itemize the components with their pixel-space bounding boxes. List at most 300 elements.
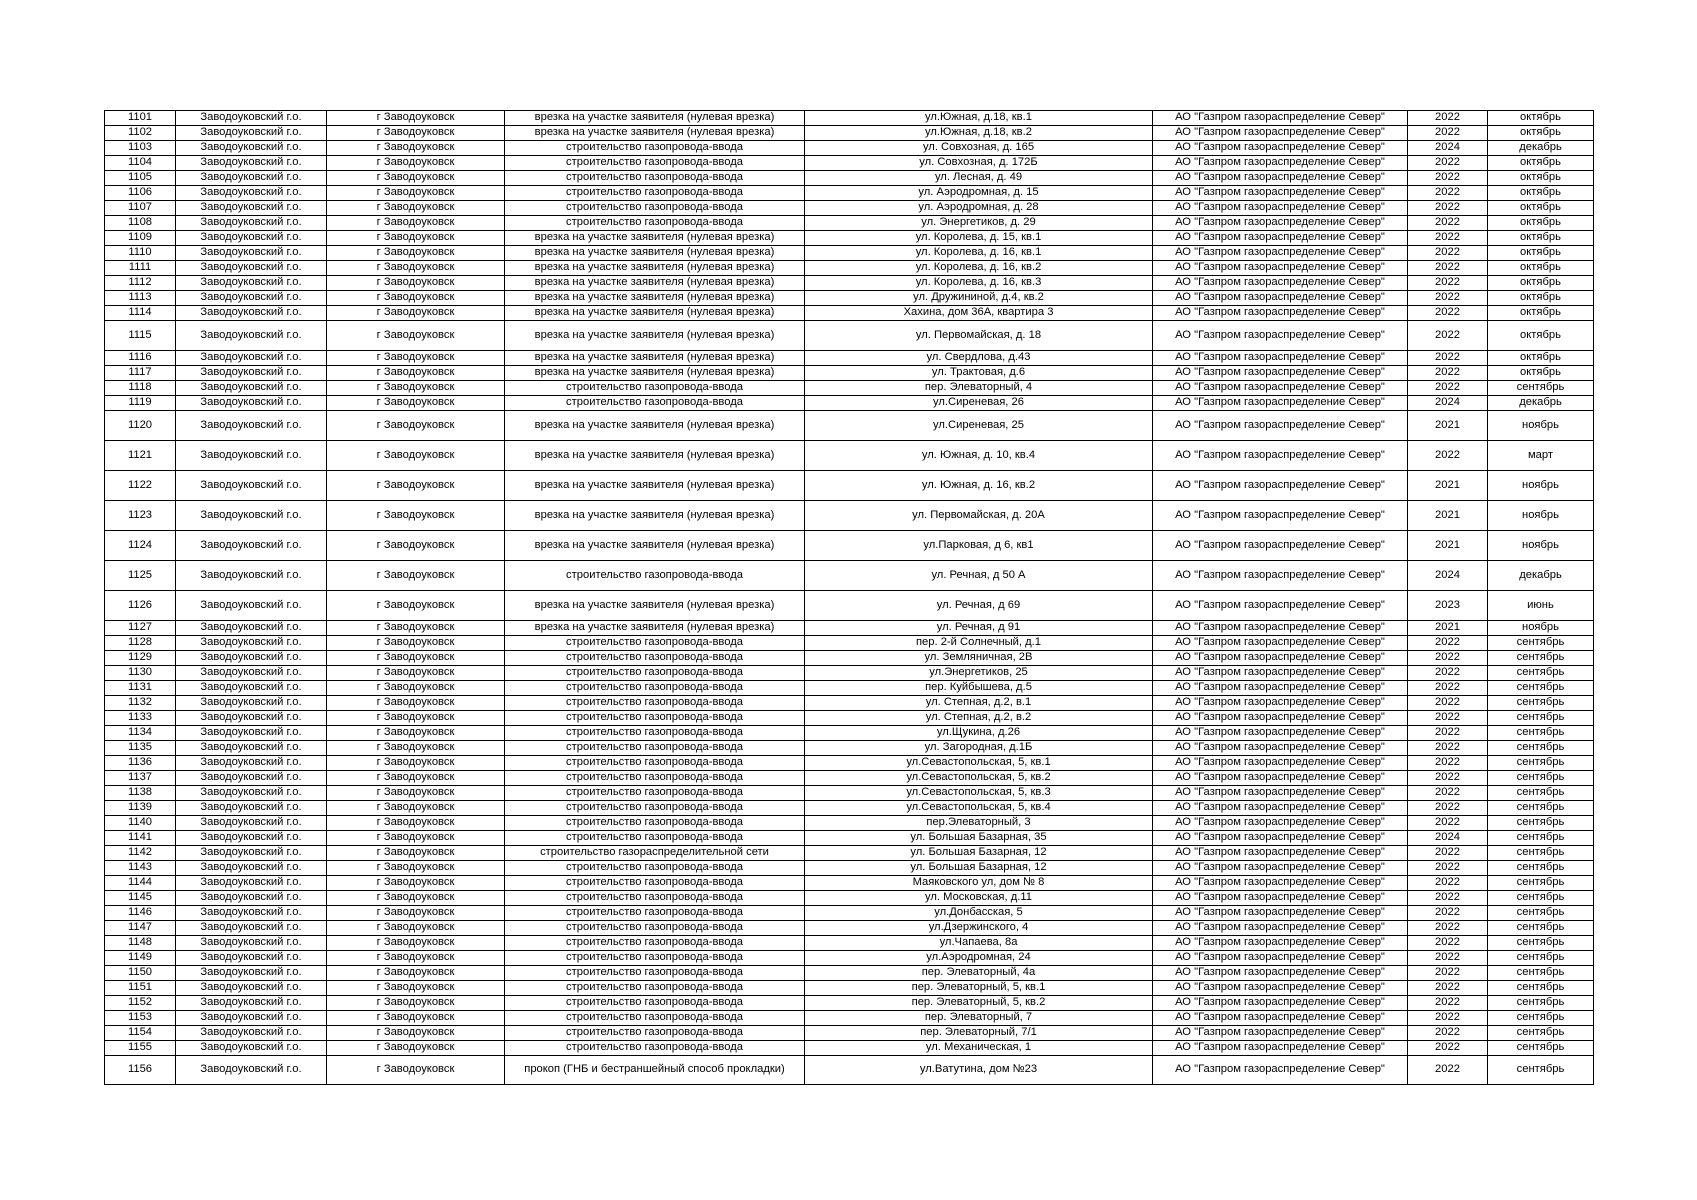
table-row <box>105 156 1594 171</box>
cell-row-number: 1148 <box>105 936 176 951</box>
cell-address: ул. Степная, д.2, в.2 <box>805 711 1153 726</box>
cell-year: 2022 <box>1408 171 1488 186</box>
cell-organization: АО "Газпром газораспределение Север" <box>1153 891 1408 906</box>
cell-work-type: строительство газопровода-ввода <box>505 771 805 786</box>
cell-settlement: г Заводоуковск <box>327 126 505 141</box>
cell-settlement: г Заводоуковск <box>327 396 505 411</box>
cell-settlement: г Заводоуковск <box>327 366 505 381</box>
cell-year: 2022 <box>1408 261 1488 276</box>
cell-municipality: Заводоуковский г.о. <box>176 951 327 966</box>
cell-work-type: строительство газопровода-ввода <box>505 681 805 696</box>
cell-settlement: г Заводоуковск <box>327 936 505 951</box>
cell-municipality: Заводоуковский г.о. <box>176 561 327 591</box>
cell-municipality: Заводоуковский г.о. <box>176 666 327 681</box>
cell-row-number: 1125 <box>105 561 176 591</box>
cell-settlement: г Заводоуковск <box>327 351 505 366</box>
cell-settlement: г Заводоуковск <box>327 441 505 471</box>
cell-organization: АО "Газпром газораспределение Север" <box>1153 801 1408 816</box>
cell-organization: АО "Газпром газораспределение Север" <box>1153 786 1408 801</box>
cell-municipality: Заводоуковский г.о. <box>176 396 327 411</box>
cell-year: 2022 <box>1408 276 1488 291</box>
cell-work-type: строительство газопровода-ввода <box>505 186 805 201</box>
cell-month: октябрь <box>1488 306 1594 321</box>
cell-address: ул.Парковая, д 6, кв1 <box>805 531 1153 561</box>
cell-organization: АО "Газпром газораспределение Север" <box>1153 126 1408 141</box>
cell-work-type: строительство газопровода-ввода <box>505 741 805 756</box>
cell-municipality: Заводоуковский г.о. <box>176 291 327 306</box>
cell-work-type: строительство газопровода-ввода <box>505 216 805 231</box>
cell-row-number: 1154 <box>105 1026 176 1041</box>
cell-row-number: 1127 <box>105 621 176 636</box>
cell-settlement: г Заводоуковск <box>327 1041 505 1056</box>
cell-municipality: Заводоуковский г.о. <box>176 351 327 366</box>
cell-address: ул.Севастопольская, 5, кв.3 <box>805 786 1153 801</box>
cell-row-number: 1121 <box>105 441 176 471</box>
cell-month: декабрь <box>1488 561 1594 591</box>
cell-month: сентябрь <box>1488 996 1594 1011</box>
table-row <box>105 801 1594 816</box>
cell-year: 2022 <box>1408 726 1488 741</box>
cell-address: ул.Щукина, д.26 <box>805 726 1153 741</box>
cell-row-number: 1123 <box>105 501 176 531</box>
cell-year: 2022 <box>1408 1056 1488 1085</box>
cell-organization: АО "Газпром газораспределение Север" <box>1153 156 1408 171</box>
cell-address: ул. Речная, д 69 <box>805 591 1153 621</box>
cell-address: ул.Южная, д.18, кв.1 <box>805 111 1153 126</box>
cell-row-number: 1106 <box>105 186 176 201</box>
cell-year: 2022 <box>1408 846 1488 861</box>
table-row <box>105 681 1594 696</box>
cell-address: ул. Трактовая, д.6 <box>805 366 1153 381</box>
cell-row-number: 1105 <box>105 171 176 186</box>
table-row <box>105 396 1594 411</box>
cell-work-type: строительство газопровода-ввода <box>505 861 805 876</box>
gasification-table <box>104 110 1594 1085</box>
cell-row-number: 1108 <box>105 216 176 231</box>
cell-organization: АО "Газпром газораспределение Север" <box>1153 921 1408 936</box>
cell-month: сентябрь <box>1488 786 1594 801</box>
cell-year: 2023 <box>1408 591 1488 621</box>
cell-settlement: г Заводоуковск <box>327 921 505 936</box>
cell-municipality: Заводоуковский г.о. <box>176 756 327 771</box>
cell-work-type: врезка на участке заявителя (нулевая врезка) <box>505 591 805 621</box>
cell-settlement: г Заводоуковск <box>327 261 505 276</box>
cell-work-type: строительство газопровода-ввода <box>505 156 805 171</box>
cell-row-number: 1132 <box>105 696 176 711</box>
cell-year: 2022 <box>1408 201 1488 216</box>
cell-row-number: 1124 <box>105 531 176 561</box>
table-row <box>105 321 1594 351</box>
cell-row-number: 1110 <box>105 246 176 261</box>
cell-settlement: г Заводоуковск <box>327 996 505 1011</box>
cell-municipality: Заводоуковский г.о. <box>176 846 327 861</box>
cell-month: сентябрь <box>1488 906 1594 921</box>
cell-work-type: врезка на участке заявителя (нулевая врезка) <box>505 501 805 531</box>
cell-month: сентябрь <box>1488 711 1594 726</box>
cell-year: 2022 <box>1408 666 1488 681</box>
cell-year: 2022 <box>1408 651 1488 666</box>
cell-year: 2022 <box>1408 756 1488 771</box>
cell-year: 2021 <box>1408 501 1488 531</box>
cell-settlement: г Заводоуковск <box>327 726 505 741</box>
cell-organization: АО "Газпром газораспределение Север" <box>1153 231 1408 246</box>
table-row <box>105 831 1594 846</box>
cell-municipality: Заводоуковский г.о. <box>176 501 327 531</box>
cell-work-type: строительство газопровода-ввода <box>505 171 805 186</box>
cell-settlement: г Заводоуковск <box>327 636 505 651</box>
cell-year: 2021 <box>1408 411 1488 441</box>
cell-settlement: г Заводоуковск <box>327 216 505 231</box>
cell-address: ул. Большая Базарная, 12 <box>805 861 1153 876</box>
cell-work-type: строительство газопровода-ввода <box>505 201 805 216</box>
cell-settlement: г Заводоуковск <box>327 666 505 681</box>
cell-settlement: г Заводоуковск <box>327 891 505 906</box>
cell-organization: АО "Газпром газораспределение Север" <box>1153 261 1408 276</box>
table-row <box>105 876 1594 891</box>
cell-year: 2024 <box>1408 141 1488 156</box>
cell-address: ул.Дзержинского, 4 <box>805 921 1153 936</box>
cell-municipality: Заводоуковский г.о. <box>176 921 327 936</box>
cell-address: ул. Дружининой, д.4, кв.2 <box>805 291 1153 306</box>
cell-address: ул. Московская, д.11 <box>805 891 1153 906</box>
cell-month: октябрь <box>1488 261 1594 276</box>
cell-settlement: г Заводоуковск <box>327 966 505 981</box>
cell-month: сентябрь <box>1488 381 1594 396</box>
cell-organization: АО "Газпром газораспределение Север" <box>1153 651 1408 666</box>
cell-row-number: 1156 <box>105 1056 176 1085</box>
cell-work-type: строительство газопровода-ввода <box>505 1041 805 1056</box>
cell-municipality: Заводоуковский г.о. <box>176 1011 327 1026</box>
cell-municipality: Заводоуковский г.о. <box>176 321 327 351</box>
cell-year: 2022 <box>1408 381 1488 396</box>
cell-month: сентябрь <box>1488 801 1594 816</box>
cell-row-number: 1143 <box>105 861 176 876</box>
cell-municipality: Заводоуковский г.о. <box>176 381 327 396</box>
cell-year: 2022 <box>1408 876 1488 891</box>
cell-month: октябрь <box>1488 171 1594 186</box>
cell-municipality: Заводоуковский г.о. <box>176 621 327 636</box>
cell-address: ул. Первомайская, д. 18 <box>805 321 1153 351</box>
cell-address: пер. Элеваторный, 4 <box>805 381 1153 396</box>
table-row <box>105 231 1594 246</box>
cell-municipality: Заводоуковский г.о. <box>176 966 327 981</box>
cell-settlement: г Заводоуковск <box>327 231 505 246</box>
cell-row-number: 1112 <box>105 276 176 291</box>
cell-address: ул. Земляничная, 2В <box>805 651 1153 666</box>
cell-organization: АО "Газпром газораспределение Север" <box>1153 996 1408 1011</box>
table-row <box>105 816 1594 831</box>
cell-month: сентябрь <box>1488 666 1594 681</box>
cell-year: 2022 <box>1408 156 1488 171</box>
cell-organization: АО "Газпром газораспределение Север" <box>1153 771 1408 786</box>
cell-address: ул.Сиреневая, 25 <box>805 411 1153 441</box>
table-row <box>105 981 1594 996</box>
cell-work-type: врезка на участке заявителя (нулевая врезка) <box>505 246 805 261</box>
cell-month: октябрь <box>1488 291 1594 306</box>
cell-organization: АО "Газпром газораспределение Север" <box>1153 216 1408 231</box>
cell-municipality: Заводоуковский г.о. <box>176 636 327 651</box>
table-row <box>105 216 1594 231</box>
cell-row-number: 1155 <box>105 1041 176 1056</box>
cell-row-number: 1151 <box>105 981 176 996</box>
cell-row-number: 1130 <box>105 666 176 681</box>
cell-organization: АО "Газпром газораспределение Север" <box>1153 696 1408 711</box>
cell-organization: АО "Газпром газораспределение Север" <box>1153 396 1408 411</box>
cell-month: сентябрь <box>1488 981 1594 996</box>
cell-settlement: г Заводоуковск <box>327 306 505 321</box>
cell-municipality: Заводоуковский г.о. <box>176 246 327 261</box>
table-row <box>105 951 1594 966</box>
cell-work-type: строительство газопровода-ввода <box>505 726 805 741</box>
table-row <box>105 921 1594 936</box>
cell-settlement: г Заводоуковск <box>327 531 505 561</box>
cell-year: 2024 <box>1408 831 1488 846</box>
cell-month: сентябрь <box>1488 1011 1594 1026</box>
cell-work-type: строительство газопровода-ввода <box>505 711 805 726</box>
cell-month: октябрь <box>1488 246 1594 261</box>
cell-municipality: Заводоуковский г.о. <box>176 681 327 696</box>
cell-year: 2022 <box>1408 966 1488 981</box>
cell-address: ул.Севастопольская, 5, кв.1 <box>805 756 1153 771</box>
table-row <box>105 441 1594 471</box>
cell-municipality: Заводоуковский г.о. <box>176 126 327 141</box>
cell-organization: АО "Газпром газораспределение Север" <box>1153 471 1408 501</box>
cell-organization: АО "Газпром газораспределение Север" <box>1153 966 1408 981</box>
cell-month: октябрь <box>1488 351 1594 366</box>
table-row <box>105 786 1594 801</box>
cell-settlement: г Заводоуковск <box>327 681 505 696</box>
cell-address: ул. Южная, д. 16, кв.2 <box>805 471 1153 501</box>
cell-organization: АО "Газпром газораспределение Север" <box>1153 1041 1408 1056</box>
cell-work-type: врезка на участке заявителя (нулевая врезка) <box>505 306 805 321</box>
cell-month: сентябрь <box>1488 936 1594 951</box>
cell-municipality: Заводоуковский г.о. <box>176 141 327 156</box>
cell-address: ул. Королева, д. 16, кв.1 <box>805 246 1153 261</box>
cell-settlement: г Заводоуковск <box>327 741 505 756</box>
cell-month: октябрь <box>1488 276 1594 291</box>
cell-work-type: врезка на участке заявителя (нулевая врезка) <box>505 621 805 636</box>
cell-organization: АО "Газпром газораспределение Север" <box>1153 681 1408 696</box>
cell-address: ул.Аэродромная, 24 <box>805 951 1153 966</box>
cell-month: октябрь <box>1488 156 1594 171</box>
cell-month: сентябрь <box>1488 756 1594 771</box>
cell-organization: АО "Газпром газораспределение Север" <box>1153 741 1408 756</box>
table-row <box>105 966 1594 981</box>
cell-year: 2022 <box>1408 126 1488 141</box>
cell-address: пер. Куйбышева, д.5 <box>805 681 1153 696</box>
cell-work-type: строительство газопровода-ввода <box>505 906 805 921</box>
cell-month: сентябрь <box>1488 1056 1594 1085</box>
table-row <box>105 936 1594 951</box>
table-row <box>105 381 1594 396</box>
cell-municipality: Заводоуковский г.о. <box>176 651 327 666</box>
cell-work-type: строительство газопровода-ввода <box>505 921 805 936</box>
table-row <box>105 141 1594 156</box>
cell-work-type: строительство газопровода-ввода <box>505 996 805 1011</box>
cell-work-type: врезка на участке заявителя (нулевая врезка) <box>505 261 805 276</box>
cell-work-type: строительство газопровода-ввода <box>505 651 805 666</box>
cell-year: 2022 <box>1408 921 1488 936</box>
table-row <box>105 666 1594 681</box>
cell-organization: АО "Газпром газораспределение Север" <box>1153 756 1408 771</box>
cell-municipality: Заводоуковский г.о. <box>176 276 327 291</box>
cell-settlement: г Заводоуковск <box>327 876 505 891</box>
cell-address: пер.Элеваторный, 3 <box>805 816 1153 831</box>
cell-row-number: 1153 <box>105 1011 176 1026</box>
cell-organization: АО "Газпром газораспределение Север" <box>1153 861 1408 876</box>
cell-work-type: строительство газопровода-ввода <box>505 981 805 996</box>
cell-row-number: 1146 <box>105 906 176 921</box>
cell-settlement: г Заводоуковск <box>327 411 505 441</box>
cell-municipality: Заводоуковский г.о. <box>176 531 327 561</box>
cell-address: ул.Чапаева, 8а <box>805 936 1153 951</box>
cell-month: сентябрь <box>1488 831 1594 846</box>
cell-address: пер. Элеваторный, 7 <box>805 1011 1153 1026</box>
cell-municipality: Заводоуковский г.о. <box>176 906 327 921</box>
table-row <box>105 636 1594 651</box>
cell-year: 2022 <box>1408 111 1488 126</box>
cell-organization: АО "Газпром газораспределение Север" <box>1153 306 1408 321</box>
cell-municipality: Заводоуковский г.о. <box>176 801 327 816</box>
cell-work-type: врезка на участке заявителя (нулевая врезка) <box>505 231 805 246</box>
cell-work-type: врезка на участке заявителя (нулевая врезка) <box>505 291 805 306</box>
cell-municipality: Заводоуковский г.о. <box>176 471 327 501</box>
cell-address: ул.Ватутина, дом №23 <box>805 1056 1153 1085</box>
cell-year: 2022 <box>1408 936 1488 951</box>
cell-address: ул. Аэродромная, д. 28 <box>805 201 1153 216</box>
table-row <box>105 276 1594 291</box>
cell-settlement: г Заводоуковск <box>327 186 505 201</box>
table-row <box>105 126 1594 141</box>
cell-settlement: г Заводоуковск <box>327 591 505 621</box>
table-row <box>105 621 1594 636</box>
cell-address: ул. Загородная, д.1Б <box>805 741 1153 756</box>
cell-address: пер. Элеваторный, 5, кв.1 <box>805 981 1153 996</box>
cell-municipality: Заводоуковский г.о. <box>176 936 327 951</box>
cell-municipality: Заводоуковский г.о. <box>176 171 327 186</box>
cell-row-number: 1103 <box>105 141 176 156</box>
cell-month: март <box>1488 441 1594 471</box>
cell-settlement: г Заводоуковск <box>327 651 505 666</box>
cell-row-number: 1142 <box>105 846 176 861</box>
cell-row-number: 1118 <box>105 381 176 396</box>
cell-work-type: прокоп (ГНБ и бестраншейный способ прокладки) <box>505 1056 805 1085</box>
cell-row-number: 1115 <box>105 321 176 351</box>
cell-year: 2022 <box>1408 906 1488 921</box>
cell-year: 2024 <box>1408 396 1488 411</box>
cell-work-type: врезка на участке заявителя (нулевая врезка) <box>505 351 805 366</box>
cell-work-type: строительство газопровода-ввода <box>505 636 805 651</box>
cell-work-type: строительство газопровода-ввода <box>505 951 805 966</box>
cell-organization: АО "Газпром газораспределение Север" <box>1153 186 1408 201</box>
cell-municipality: Заводоуковский г.о. <box>176 1041 327 1056</box>
table-row <box>105 771 1594 786</box>
table-row <box>105 261 1594 276</box>
table-row <box>105 471 1594 501</box>
cell-organization: АО "Газпром газораспределение Север" <box>1153 441 1408 471</box>
cell-year: 2022 <box>1408 291 1488 306</box>
cell-work-type: врезка на участке заявителя (нулевая врезка) <box>505 321 805 351</box>
cell-settlement: г Заводоуковск <box>327 471 505 501</box>
cell-address: пер. Элеваторный, 4а <box>805 966 1153 981</box>
cell-address: пер. 2-й Солнечный, д.1 <box>805 636 1153 651</box>
cell-organization: АО "Газпром газораспределение Север" <box>1153 1056 1408 1085</box>
cell-municipality: Заводоуковский г.о. <box>176 996 327 1011</box>
cell-organization: АО "Газпром газораспределение Север" <box>1153 846 1408 861</box>
cell-month: сентябрь <box>1488 1026 1594 1041</box>
cell-month: декабрь <box>1488 141 1594 156</box>
cell-organization: АО "Газпром газораспределение Север" <box>1153 621 1408 636</box>
table-row <box>105 726 1594 741</box>
cell-year: 2022 <box>1408 636 1488 651</box>
cell-settlement: г Заводоуковск <box>327 951 505 966</box>
cell-work-type: строительство газопровода-ввода <box>505 1026 805 1041</box>
cell-organization: АО "Газпром газораспределение Север" <box>1153 936 1408 951</box>
cell-row-number: 1136 <box>105 756 176 771</box>
cell-settlement: г Заводоуковск <box>327 816 505 831</box>
cell-year: 2022 <box>1408 231 1488 246</box>
cell-settlement: г Заводоуковск <box>327 1026 505 1041</box>
cell-settlement: г Заводоуковск <box>327 156 505 171</box>
table-row <box>105 696 1594 711</box>
cell-row-number: 1133 <box>105 711 176 726</box>
cell-work-type: строительство газопровода-ввода <box>505 696 805 711</box>
cell-month: октябрь <box>1488 366 1594 381</box>
cell-row-number: 1139 <box>105 801 176 816</box>
cell-settlement: г Заводоуковск <box>327 861 505 876</box>
table-row <box>105 561 1594 591</box>
cell-work-type: строительство газопровода-ввода <box>505 786 805 801</box>
table-row <box>105 306 1594 321</box>
cell-row-number: 1141 <box>105 831 176 846</box>
cell-work-type: врезка на участке заявителя (нулевая врезка) <box>505 441 805 471</box>
cell-address: ул. Южная, д. 10, кв.4 <box>805 441 1153 471</box>
cell-month: октябрь <box>1488 321 1594 351</box>
table-row <box>105 1041 1594 1056</box>
cell-settlement: г Заводоуковск <box>327 1011 505 1026</box>
cell-row-number: 1101 <box>105 111 176 126</box>
cell-work-type: врезка на участке заявителя (нулевая врезка) <box>505 366 805 381</box>
cell-month: ноябрь <box>1488 411 1594 441</box>
cell-year: 2022 <box>1408 1026 1488 1041</box>
cell-row-number: 1126 <box>105 591 176 621</box>
table-row <box>105 111 1594 126</box>
cell-year: 2022 <box>1408 186 1488 201</box>
table-row <box>105 201 1594 216</box>
cell-settlement: г Заводоуковск <box>327 711 505 726</box>
cell-work-type: строительство газопровода-ввода <box>505 141 805 156</box>
table-row <box>105 246 1594 261</box>
cell-address: ул.Донбасская, 5 <box>805 906 1153 921</box>
cell-year: 2022 <box>1408 681 1488 696</box>
cell-address: ул.Сиреневая, 26 <box>805 396 1153 411</box>
cell-month: ноябрь <box>1488 501 1594 531</box>
cell-work-type: врезка на участке заявителя (нулевая врезка) <box>505 471 805 501</box>
cell-year: 2022 <box>1408 816 1488 831</box>
cell-address: ул. Королева, д. 15, кв.1 <box>805 231 1153 246</box>
table-row <box>105 531 1594 561</box>
cell-work-type: строительство газопровода-ввода <box>505 831 805 846</box>
cell-year: 2022 <box>1408 1011 1488 1026</box>
cell-address: ул. Совхозная, д. 165 <box>805 141 1153 156</box>
cell-settlement: г Заводоуковск <box>327 501 505 531</box>
cell-organization: АО "Газпром газораспределение Север" <box>1153 1026 1408 1041</box>
cell-settlement: г Заводоуковск <box>327 771 505 786</box>
cell-organization: АО "Газпром газораспределение Север" <box>1153 636 1408 651</box>
cell-month: ноябрь <box>1488 531 1594 561</box>
table-row <box>105 1026 1594 1041</box>
cell-address: ул.Севастопольская, 5, кв.4 <box>805 801 1153 816</box>
